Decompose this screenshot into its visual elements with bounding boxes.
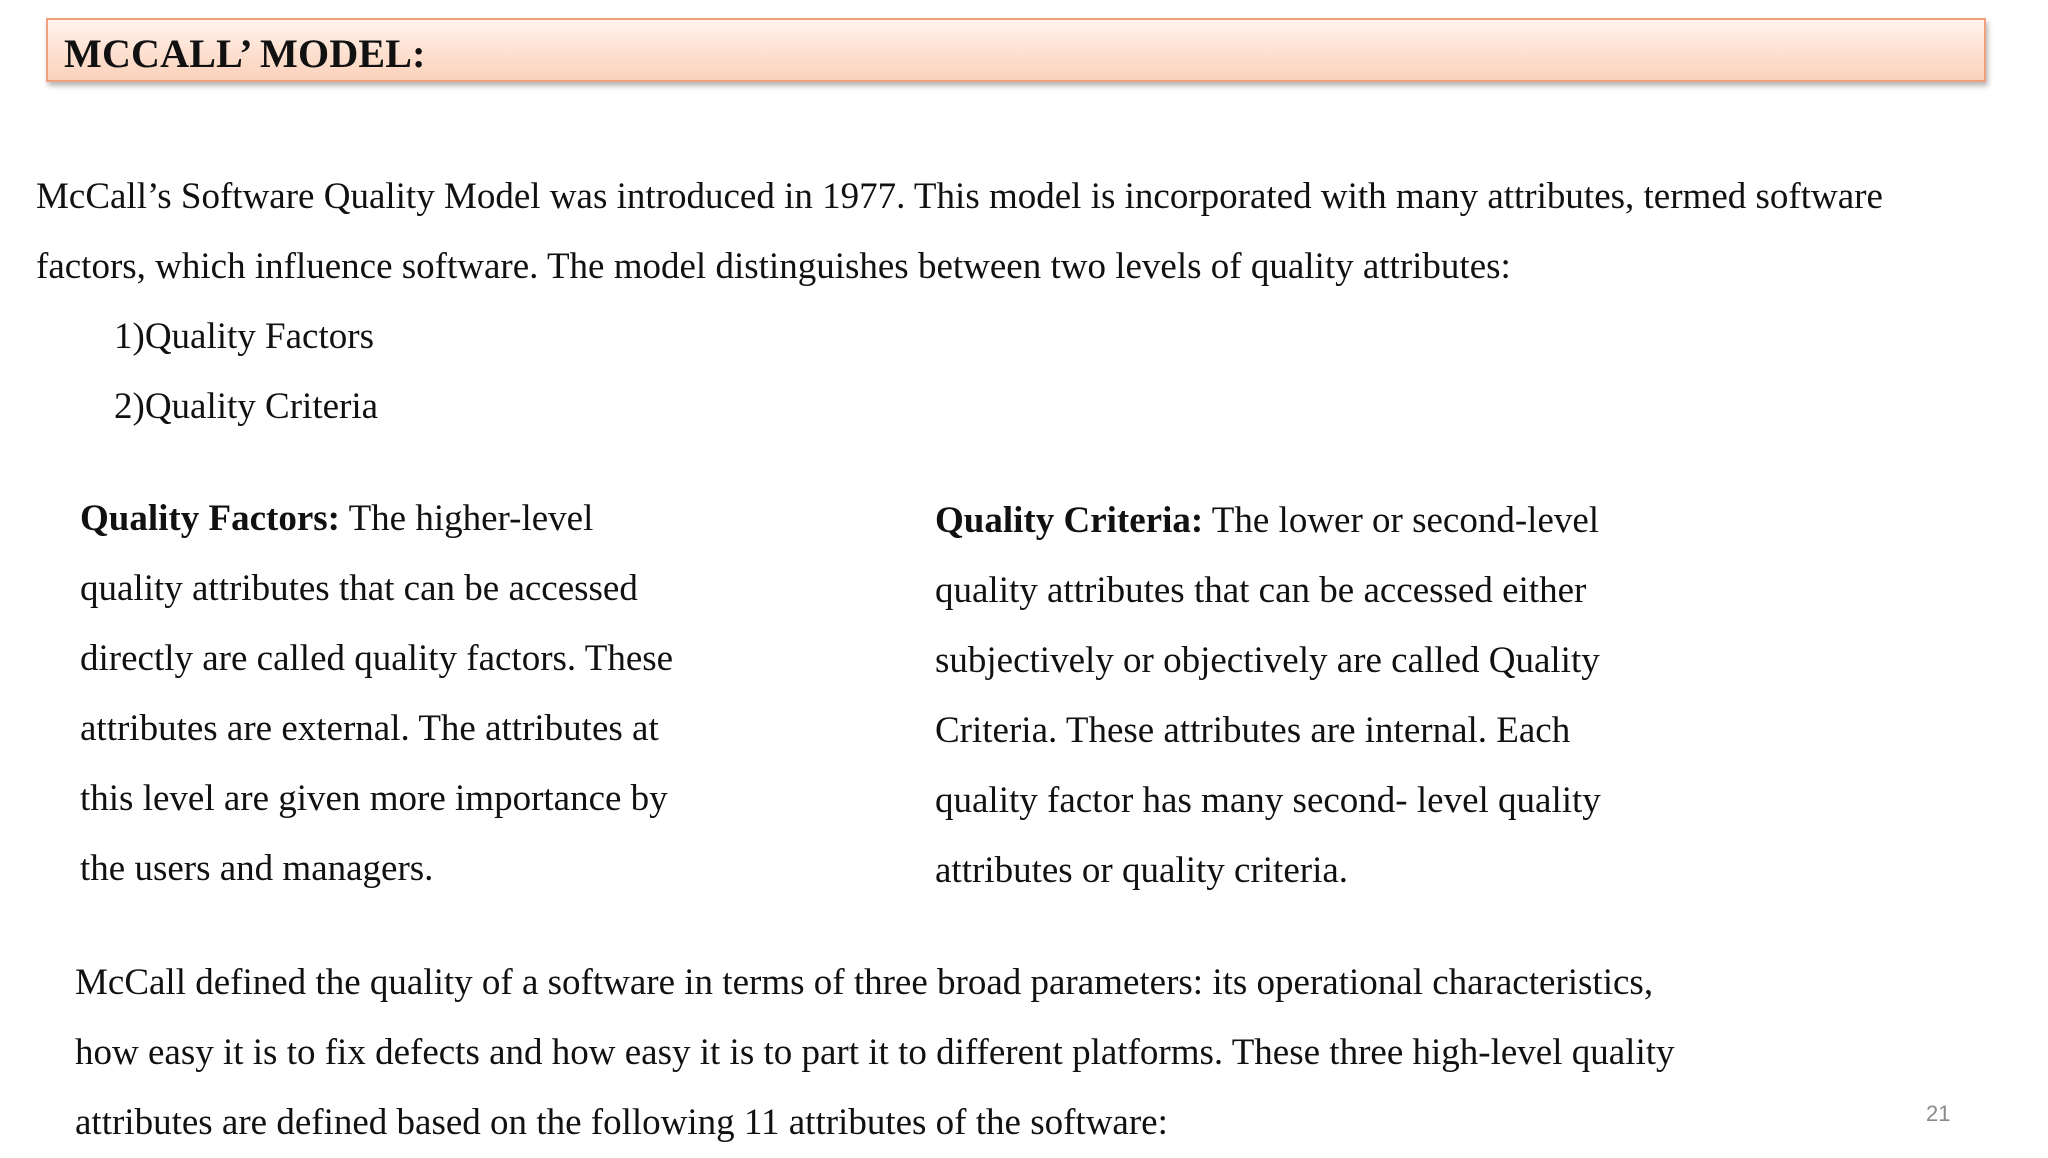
quality-factors-first-line-text: The higher-level xyxy=(339,498,594,539)
page-number: 21 xyxy=(1926,1101,1951,1126)
title-box xyxy=(46,18,1986,82)
outro-line: attributes are defined based on the following 11 attributes of the software: xyxy=(75,1102,1168,1143)
list-item-quality-factors: 1)Quality Factors xyxy=(114,316,374,357)
quality-factors-heading: Quality Factors: xyxy=(80,498,340,539)
quality-criteria-line: quality factor has many second- level quality xyxy=(935,780,1601,821)
quality-factors-line: directly are called quality factors. These xyxy=(80,638,674,679)
quality-criteria-heading: Quality Criteria: xyxy=(935,500,1204,541)
quality-factors-first-line xyxy=(80,484,840,554)
quality-factors-line: this level are given more importance by xyxy=(80,778,668,819)
quality-criteria-first-line-text: The lower or second-level xyxy=(1203,500,1600,541)
quality-factors-column xyxy=(80,484,840,904)
list-item-quality-criteria: 2)Quality Criteria xyxy=(114,386,379,427)
quality-factors-line: the users and managers. xyxy=(80,848,434,889)
intro-line: McCall’s Software Quality Model was introduced in 1977. This model is incorporated with many attributes, termed software xyxy=(36,176,1883,217)
intro-paragraph xyxy=(36,162,2016,442)
slide-title: MCCALL’ MODEL: xyxy=(64,31,426,76)
quality-criteria-line: quality attributes that can be accessed either xyxy=(935,570,1587,611)
quality-factors-line: quality attributes that can be accessed xyxy=(80,568,638,609)
outro-line: how easy it is to fix defects and how easy it is to part it to different platforms. These three high-level quality xyxy=(75,1032,1675,1073)
outro-line: McCall defined the quality of a software in terms of three broad parameters: its operational characteristics, xyxy=(75,962,1654,1003)
quality-criteria-line: subjectively or objectively are called Quality xyxy=(935,640,1600,681)
quality-factors-line: attributes are external. The attributes at xyxy=(80,708,659,749)
quality-criteria-line: attributes or quality criteria. xyxy=(935,850,1349,891)
outro-paragraph xyxy=(75,948,1925,1158)
quality-criteria-column xyxy=(935,486,1715,906)
intro-line: factors, which influence software. The model distinguishes between two levels of quality attributes: xyxy=(36,246,1511,287)
quality-criteria-line: Criteria. These attributes are internal. Each xyxy=(935,710,1571,751)
quality-criteria-first-line xyxy=(935,486,1715,556)
